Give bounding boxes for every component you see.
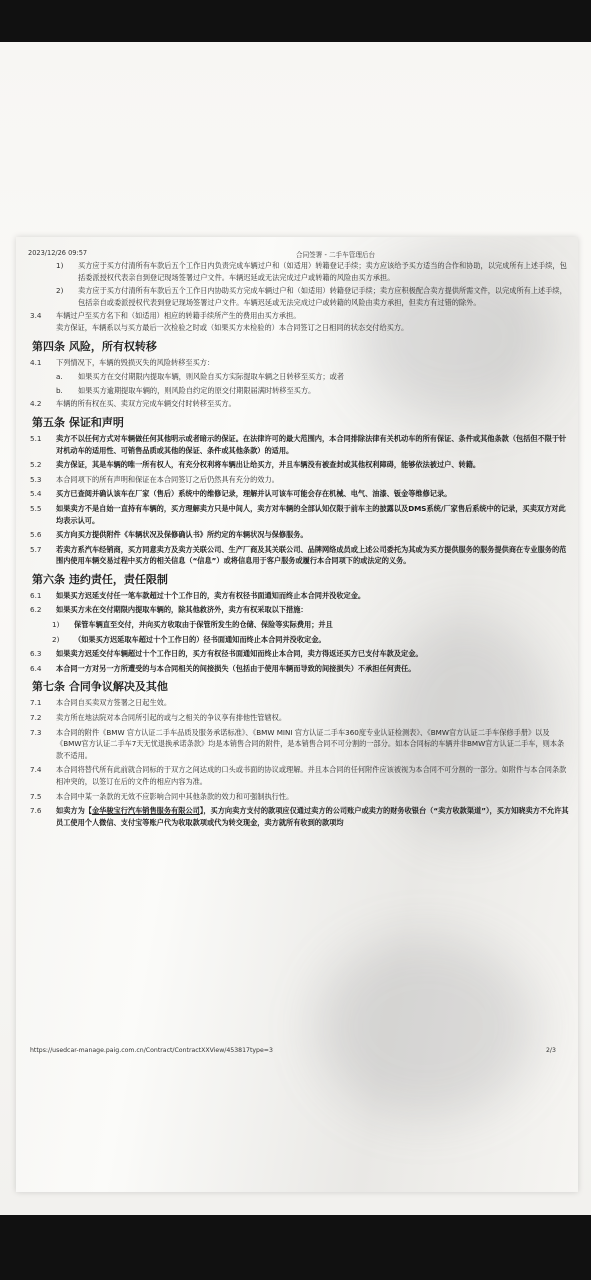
- clause-3-4: 3.4 车辆过户至买方名下和（如适用）相应的转籍手续所产生的费用由买方承担。 卖方保证，车辆系以与买方最后一次检验之时或（如果买方未检验的）本合同签订之日相同的状态交付给买方。: [30, 311, 409, 332]
- section-title: 第四条 风险，所有权转移: [32, 339, 157, 353]
- clause-5-6: 5.6 买方向买方提供附件《车辆状况及保修确认书》所约定的车辆状况与保修服务。: [30, 530, 308, 540]
- clause-6-2-1: 1) 保管车辆直至交付，并向买方收取由于保管所发生的仓储、保险等实际费用；并且: [52, 620, 333, 630]
- section-5-clauses: [30, 433, 570, 567]
- section-title: 第六条 违约责任，责任限制: [32, 572, 168, 586]
- clause-5-7: 5.7 若卖方系汽车经销商，买方同意卖方及卖方关联公司、生产厂商及其关联公司、品牌网络成员或上述公司委托为其或为买方提供服务的服务提供商在专业服务的范围内使用车辆交易过程中买方的相关信息（“信息”）或将信息用于客户服务或履行本合同项下的或法定的义务。: [30, 544, 567, 566]
- clause-4-1-a: a. 如果买方在交付期限内提取车辆，则风险自买方实际提取车辆之日转移至买方；或者: [56, 372, 344, 382]
- print-header-title: 合同签署 - 二手车管理后台: [296, 251, 376, 259]
- document-photo: [0, 42, 591, 1215]
- clause-6-4: 6.4 本合同一方对另一方所遭受的与本合同相关的间接损失（包括由于使用车辆而导致的间接损失）不承担任何责任。: [30, 663, 416, 673]
- clause-6-3: 6.3 如果卖方迟延交付车辆超过十个工作日的，买方有权径书面通知而终止本合同，卖方得返还买方已支付车款及定金。: [30, 649, 423, 659]
- clause-5-4: 5.4 买方已查阅并确认该车在厂家（售后）系统中的维修记录，理解并认可该车可能会存在机械、电气、油漆、钣金等维修记录。: [30, 489, 452, 499]
- clause-item: 1) 买方应于买方付清所有车款后五个工作日内负责完成车辆过户和（如适用）转籍登记手续；卖方应该给予买方适当的合作和协助，以完成所有上述手续，包括委派授权代表亲自到登记现场签署过户文件。车辆迟延或无法完成过户或转籍的风险由买方承担。: [56, 261, 567, 282]
- clause-7-4: 7.4 本合同将替代所有此前就合同标的于双方之间达成的口头或书面的协议或理解。并且本合同的任何附件应该被视为本合同不可分割的一部分。如附件与本合同条款相冲突的，以签订在后的文件的相应内容为准。: [30, 765, 567, 786]
- shadow: [316, 937, 536, 1117]
- clause-4-2: 4.2 车辆的所有权在买、卖双方完成车辆交付时转移至买方。: [30, 399, 236, 409]
- company-name: 金华骏宝行汽车销售服务有限公司: [91, 806, 200, 816]
- top-black-bar: [0, 0, 591, 42]
- clause-5-5: 5.5 如果卖方不是自始一直持有车辆的，买方理解卖方只是中间人，卖方对车辆的全部认知仅限于前车主的披露以及DMS系统/厂家售后系统中的记录，买卖双方对此均表示认可。: [30, 503, 566, 525]
- section-title: 第五条 保证和声明: [32, 415, 124, 429]
- clause-item: 2) 卖方应于买方付清所有车款后五个工作日内协助买方完成车辆过户和（如适用）转籍登记手续；卖方应积极配合卖方提供所需文件，以完成所有上述手续，包括亲自或委派授权代表到登记现场签署过户文件。车辆迟延或无法完成过户或转籍的风险由卖方承担，但卖方有过错的除外。: [56, 286, 567, 307]
- clause-7-2: 7.2 卖方所在地法院对本合同所引起的或与之相关的争议享有排他性管辖权。: [30, 713, 287, 723]
- print-datetime: 2023/12/26 09:57: [28, 249, 88, 257]
- clause-7-5: 7.5 本合同中某一条款的无效不应影响合同中其他条款的效力和可强制执行性。: [30, 791, 294, 801]
- clause-6-2: 6.2 如果买方未在交付期限内提取车辆的，除其他救济外，卖方有权采取以下措施：: [30, 605, 308, 615]
- clause-6-1: 6.1 如果买方迟延支付任一笔车款超过十个工作日的，卖方有权径书面通知而终止本合同并没收定金。: [30, 590, 366, 600]
- bottom-black-bar: [0, 1215, 591, 1280]
- clause-5-1: 5.1 卖方不以任何方式对车辆做任何其他明示或者暗示的保证。在法律许可的最大范围内，本合同排除法律有关机动车的所有保证、条件或其他条款（包括但不限于针对机动车的适用性、可销售品质或其他的保证、条件或其他条款）的适用。: [30, 433, 567, 455]
- section-title: 第七条 合同争议解决及其他: [32, 680, 168, 694]
- clause-5-2: 5.2 卖方保证，其是车辆的唯一所有权人，有充分权利将车辆出让给买方，并且车辆没有被查封或其他权利障碍，能够依法被过户、转籍。: [30, 460, 481, 470]
- clause-5-3: 5.3 本合同项下的所有声明和保证在本合同签订之后仍然具有充分的效力。: [30, 474, 279, 484]
- print-footer-url: https://usedcar-manage.paig.com.cn/Contract/ContractXXView/453817type=3: [30, 1047, 273, 1054]
- clause-7-3: 7.3 本合同的附件《BMW 官方认证二手车品质及服务承诺标准》、《BMW MINI 官方认证二手车360度专业认证检测表》、《BMW官方认证二手车保修手册》以及《BMW官方认证二手车7天无忧退换承诺条款》均是本销售合同的附件，是本销售合同不可分割的一部分。如本合同标的车辆并非BMW官方认证二手车，则本条款不适用。: [30, 727, 565, 760]
- print-page-number: 2/3: [546, 1047, 556, 1054]
- clause-7-1: 7.1 本合同自买卖双方签署之日起生效。: [30, 698, 172, 708]
- contract-page: [16, 237, 578, 1192]
- clause-4-1: 4.1 下列情况下，车辆的毁损灭失的风险转移至买方：: [30, 357, 215, 367]
- clause-6-2-2: 2) （如果买方迟延取车超过十个工作日的）径书面通知而终止本合同并没收定金。: [52, 634, 326, 644]
- contract-body: [30, 259, 570, 831]
- clause-4-1-b: b. 如果买方逾期提取车辆的，则风险自约定的原交付期限届满时转移至买方。: [56, 385, 316, 395]
- clause-7-6: 7.6 如卖方为【金华骏宝行汽车销售服务有限公司】，买方向卖方支付的款项应仅通过卖方的公司账户或卖方的财务收银台（“卖方收款渠道”），买方知晓卖方不允许其员工使用个人微信、支付宝等账户代为收取款项或代为转交现金，卖方就所有收到的款项均: [30, 806, 569, 827]
